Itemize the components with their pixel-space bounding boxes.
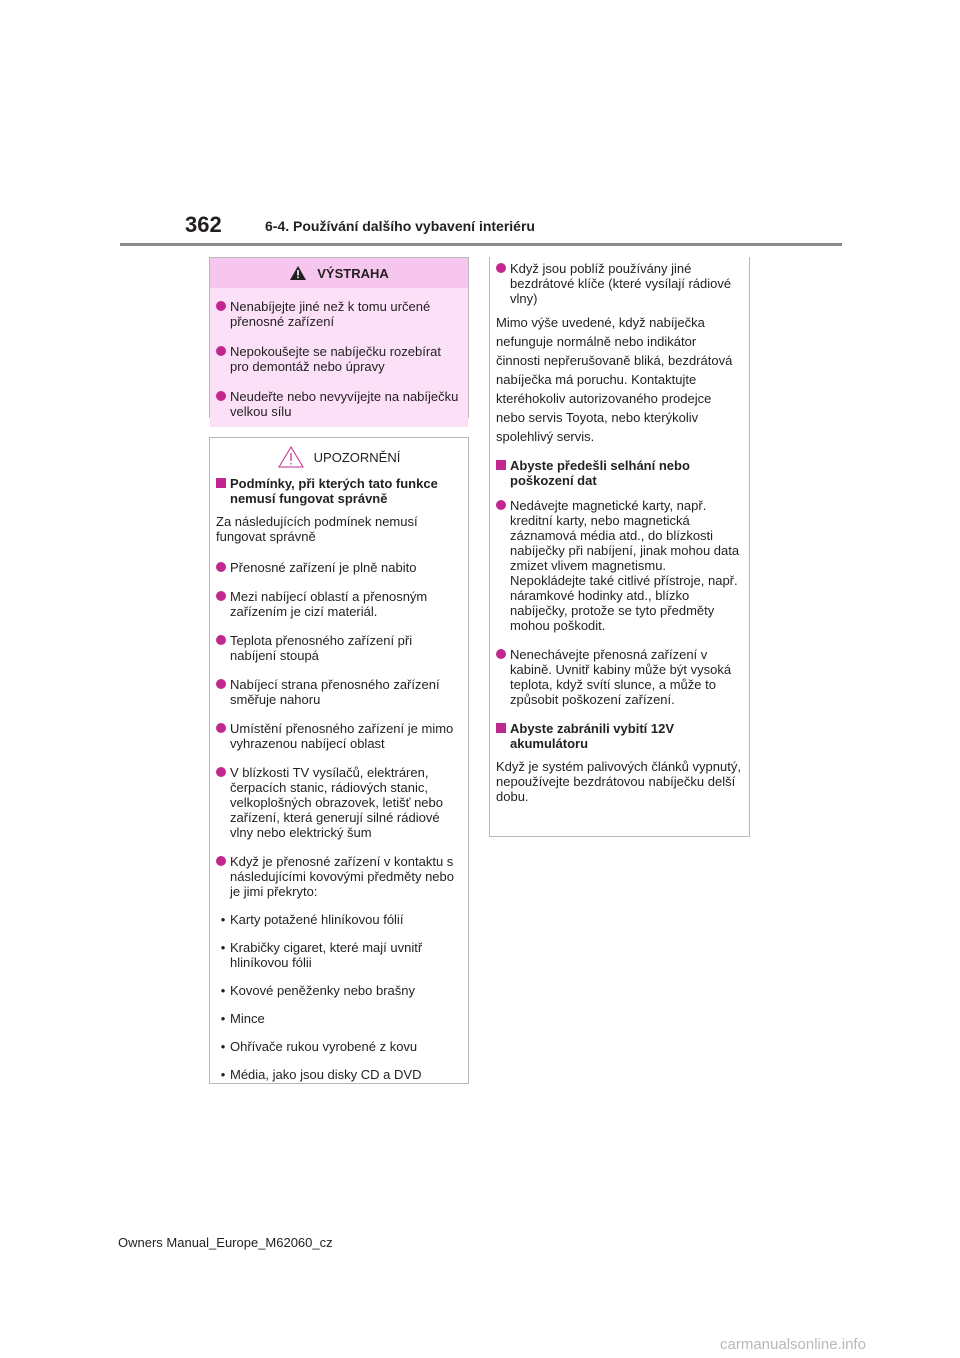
bullet-dot-icon — [496, 500, 506, 510]
bullet-dot-icon — [216, 767, 226, 777]
notice-item: Umístění přenosného zařízení je mimo vyhrazenou nabíjecí oblast — [216, 721, 460, 751]
square-bullet-icon — [216, 478, 226, 488]
bullet-dot-icon — [216, 391, 226, 401]
notice-item: Když je přenosné zařízení v kontaktu s následujícími kovovými předměty nebo je jimi překryto: — [216, 854, 460, 899]
bullet-dot-icon — [496, 263, 506, 273]
notice-item: Teplota přenosného zařízení při nabíjení stoupá — [216, 633, 460, 663]
notice-subheading: Podmínky, při kterých tato funkce nemusí fungovat správně — [216, 476, 460, 506]
notice-bullet: • Média, jako jsou disky CD a DVD — [220, 1067, 422, 1082]
notice-bullet: • Krabičky cigaret, které mají uvnitř hliníkovou fólii — [220, 940, 423, 970]
right-paragraph: Mimo výše uvedené, když nabíječka nefunguje normálně nebo indikátor činnosti nepřerušovaně bliká, bezdrátová nabíječka má poruchu. Kontaktujte kteréhokoliv autorizovaného prodejce nebo servis Toyota, nebo kterýkoliv spolehlivý servis. — [496, 315, 733, 444]
bullet-dot-icon — [216, 591, 226, 601]
warning-item: Neudeřte nebo nevyvíjejte na nabíječku velkou sílu — [216, 389, 460, 419]
warning-header — [210, 258, 468, 288]
warning-body — [210, 288, 468, 427]
notice-box — [209, 437, 469, 1084]
square-bullet-icon — [496, 460, 506, 470]
battery-paragraph: Když je systém palivových článků vypnutý, nepoužívejte bezdrátovou nabíječku delší dobu. — [496, 759, 741, 804]
notice-bullet: • Mince — [220, 1011, 265, 1026]
warning-title: VÝSTRAHA — [317, 265, 389, 281]
square-bullet-icon — [496, 723, 506, 733]
header-divider — [120, 243, 842, 246]
notice-body — [210, 476, 468, 1090]
bullet-dot-icon — [496, 649, 506, 659]
notice-bullet: • Kovové peněženky nebo brašny — [220, 983, 416, 998]
bullet-dot-icon — [216, 635, 226, 645]
right-item: Nenechávejte přenosná zařízení v kabině. Uvnitř kabiny může být vysoká teplota, když svítí slunce, a může to způsobit poškození zařízení. — [496, 647, 741, 707]
bullet-dot-icon — [216, 679, 226, 689]
bullet-dot-icon — [216, 856, 226, 866]
warning-box — [209, 257, 469, 418]
subheading-data: Abyste předešli selhání nebo poškození dat — [496, 458, 741, 488]
notice-item: Nabíjecí strana přenosného zařízení směřuje nahoru — [216, 677, 460, 707]
watermark: carmanualsonline.info — [720, 1336, 866, 1353]
bullet-dot-icon — [216, 562, 226, 572]
notice-bullet: • Ohřívače rukou vyrobené z kovu — [220, 1039, 418, 1054]
warning-item: Nenabíjejte jiné než k tomu určené přenosné zařízení — [216, 299, 460, 329]
caution-triangle-icon — [278, 446, 304, 468]
footer-text: Owners Manual_Europe_M62060_cz — [118, 1235, 333, 1250]
notice-header — [210, 442, 468, 472]
right-column-body — [490, 261, 749, 812]
notice-item: Přenosné zařízení je plně nabito — [216, 560, 460, 575]
bullet-dot-icon — [216, 301, 226, 311]
right-column-box — [489, 257, 750, 837]
notice-item: V blízkosti TV vysílačů, elektráren, čerpacích stanic, rádiových stanic, velkoplošných obrazovek, letišť nebo zařízení, která generují silné rádiové vlny nebo elektrický šum — [216, 765, 460, 840]
page-number: 362 — [185, 212, 222, 237]
section-title: 6-4. Používání dalšího vybavení interiéru — [265, 218, 535, 234]
notice-bullet: • Karty potažené hliníkovou fólií — [220, 912, 404, 927]
page-header — [0, 0, 960, 250]
right-item: Nedávejte magnetické karty, např. kreditní karty, nebo magnetická záznamová média atd., do blízkosti nabíječky při nabíjení, jinak mohou data zmizet vlivem magnetismu. Nepokládejte také citlivé přístroje, např. náramkové hodinky atd., blízko nabíječky, protože se tyto předměty mohou poškodit. — [496, 498, 741, 633]
subheading-battery: Abyste zabránili vybití 12V akumulátoru — [496, 721, 741, 751]
bullet-dot-icon — [216, 723, 226, 733]
warning-item: Nepokoušejte se nabíječku rozebírat pro demontáž nebo úpravy — [216, 344, 460, 374]
bullet-dot-icon — [216, 346, 226, 356]
notice-title: UPOZORNĚNÍ — [313, 449, 401, 465]
notice-intro: Za následujících podmínek nemusí fungovat správně — [216, 514, 418, 544]
right-item-top: Když jsou poblíž používány jiné bezdrátové klíče (které vysílají rádiové vlny) — [496, 261, 741, 306]
warning-triangle-icon — [289, 265, 307, 281]
notice-item: Mezi nabíjecí oblastí a přenosným zařízením je cizí materiál. — [216, 589, 460, 619]
